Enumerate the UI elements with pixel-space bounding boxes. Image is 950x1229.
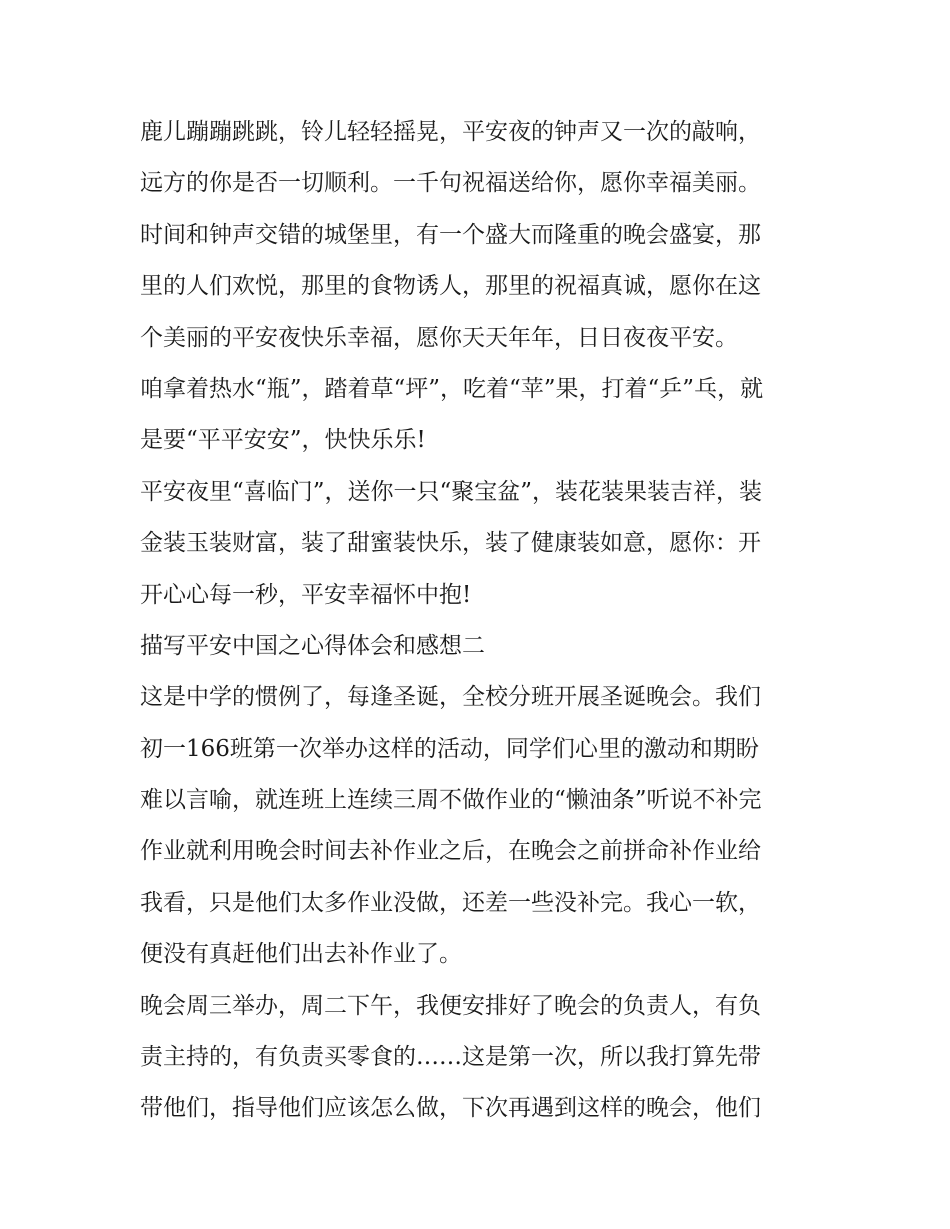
paragraph-4 [140, 467, 820, 621]
paragraph-6 [140, 981, 820, 1135]
text-line: 咱拿着热水“瓶”，踏着草“坪”，吃着“苹”果，打着“乒”乓，就 [140, 375, 764, 402]
document-body [140, 107, 820, 1135]
paragraph-3 [140, 364, 820, 467]
paragraph-1 [140, 107, 820, 210]
text-line: 这是中学的惯例了，每逢圣诞，全校分班开展圣诞晚会。我们 [140, 684, 761, 711]
text-line: 个美丽的平安夜快乐幸福，愿你天天年年，日日夜夜平安。 [140, 324, 738, 351]
text-line: 我看，只是他们太多作业没做，还差一些没补完。我心一软， [140, 889, 761, 916]
text-line: 难以言喻，就连班上连续三周不做作业的“懒油条”听说不补完 [140, 787, 762, 814]
text-line: 远方的你是否一切顺利。一千句祝福送给你，愿你幸福美丽。 [140, 170, 761, 197]
text-line: 带他们，指导他们应该怎么做，下次再遇到这样的晚会，他们 [140, 1095, 761, 1122]
text-line: 是要“平平安安”，快快乐乐! [140, 427, 426, 454]
heading-line: 描写平安中国之心得体会和感想二 [140, 632, 485, 659]
text-line: 初一166班第一次举办这样的活动，同学们心里的激动和期盼 [140, 735, 759, 762]
text-line: 鹿儿蹦蹦跳跳，铃儿轻轻摇晃，平安夜的钟声又一次的敲响， [140, 119, 761, 145]
text-line: 晚会周三举办，周二下午，我便安排好了晚会的负责人，有负 [140, 992, 761, 1019]
text-line: 时间和钟声交错的城堡里，有一个盛大而隆重的晚会盛宴，那 [140, 221, 761, 248]
text-line: 作业就利用晚会时间去补作业之后，在晚会之前拼命补作业给 [140, 838, 761, 865]
paragraph-5 [140, 672, 820, 980]
text-line: 平安夜里“喜临门”，送你一只“聚宝盆”，装花装果装吉祥，装 [140, 478, 763, 505]
section-heading [140, 621, 820, 672]
text-line: 金装玉装财富，装了甜蜜装快乐，装了健康装如意，愿你：开 [140, 530, 761, 557]
text-line: 责主持的，有负责买零食的……这是第一次，所以我打算先带 [140, 1044, 761, 1071]
paragraph-2 [140, 210, 820, 364]
text-line: 里的人们欢悦，那里的食物诱人，那里的祝福真诚，愿你在这 [140, 273, 761, 300]
text-line: 便没有真赶他们出去补作业了。 [140, 941, 462, 968]
text-line: 开心心每一秒，平安幸福怀中抱! [140, 581, 472, 608]
